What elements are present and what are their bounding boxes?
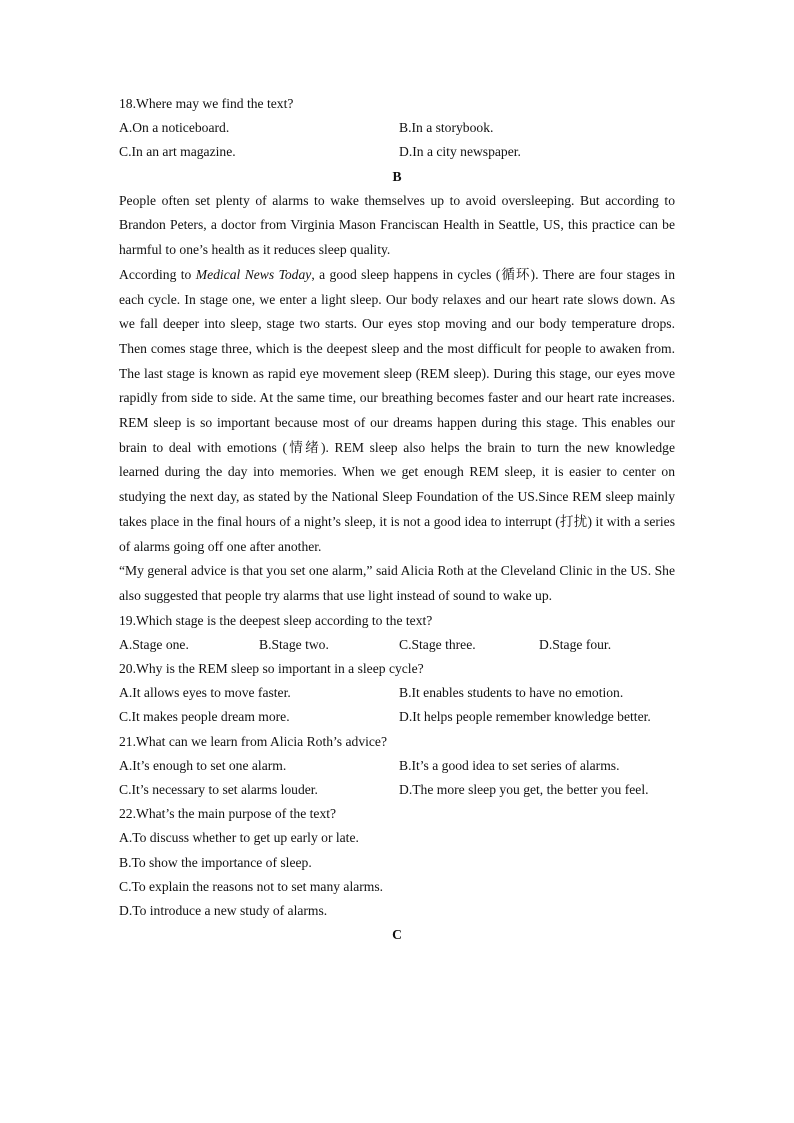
option-d: D.In a city newspaper. bbox=[399, 144, 521, 160]
question-21-options-row-1 bbox=[119, 754, 675, 778]
passage-b bbox=[119, 189, 675, 609]
option-d: D.Stage four. bbox=[539, 636, 612, 652]
passage-paragraph-2 bbox=[119, 263, 675, 559]
option-b: B.It enables students to have no emotion. bbox=[399, 685, 624, 701]
option-a: A.It allows eyes to move faster. bbox=[119, 685, 291, 701]
option-b: B.Stage two. bbox=[259, 636, 329, 652]
question-20: 20.Why is the REM sleep so important in a sleep cycle? bbox=[119, 661, 424, 677]
option-a: A.Stage one. bbox=[119, 636, 189, 652]
option-c: C.It makes people dream more. bbox=[119, 709, 290, 725]
option-d: D.To introduce a new study of alarms. bbox=[119, 902, 328, 918]
question-19-options-row bbox=[119, 633, 675, 657]
question-20-options-row-2 bbox=[119, 705, 675, 729]
option-b: B.To show the importance of sleep. bbox=[119, 854, 312, 870]
passage-paragraph-1: People often set plenty of alarms to wake themselves up to avoid oversleeping. But according to Brandon Peters, a doctor from Virginia Mason Franciscan Health in Seattle, US, this practice can be harmful to one’s health as it reduces sleep quality. bbox=[119, 192, 675, 258]
passage-paragraph-3: “My general advice is that you set one alarm,” said Alicia Roth at the Cleveland Clinic in the US. She also suggested that people try alarms that use light instead of sound to wake up. bbox=[119, 563, 675, 603]
question-20-options-row-1 bbox=[119, 681, 675, 705]
question-19: 19.Which stage is the deepest sleep according to the text? bbox=[119, 612, 433, 628]
option-b: B.In a storybook. bbox=[399, 120, 494, 136]
question-18: 18.Where may we find the text? bbox=[119, 96, 294, 111]
option-a: A.To discuss whether to get up early or late. bbox=[119, 830, 359, 846]
option-a: A.It’s enough to set one alarm. bbox=[119, 757, 287, 773]
question-21-options-row-2 bbox=[119, 778, 675, 802]
option-c: C.It’s necessary to set alarms louder. bbox=[119, 782, 318, 798]
option-c: C.In an art magazine. bbox=[119, 144, 236, 160]
option-d: D.It helps people remember knowledge better. bbox=[399, 709, 651, 725]
option-d: D.The more sleep you get, the better you feel. bbox=[399, 782, 649, 798]
paragraph-2-body: , a good sleep happens in cycles (循环). There are four stages in each cycle. In stage one, we enter a light sleep. Our body relaxes and our heart rate slows down. As we fall deeper into sleep, stage two starts. Our eyes stop moving and our body temperature drops. Then comes stage three, which is the deepest sleep and the most difficult for people to awaken from. The last stage is known as rapid eye movement sleep (REM sleep). During this stage, our eyes move rapidly from side to side. At the same time, our breathing becomes faster and our heart rate increases. REM sleep is so important because most of our dreams happen during this stage. This enables our brain to deal with emotions (情绪). REM sleep also helps the brain to turn the new knowledge learned during the day into memories. When we get enough REM sleep, it is easier to center on studying the next day, as stated by the National Sleep Foundation of the US.Since REM sleep mainly takes place in the final hours of a night’s sleep, it is not a good idea to interrupt (打扰) it with a series of alarms going off one after another. bbox=[119, 266, 675, 554]
source-title: Medical News Today bbox=[195, 266, 312, 282]
question-22: 22.What’s the main purpose of the text? bbox=[119, 806, 337, 822]
section-b-heading: B bbox=[392, 168, 402, 184]
section-c-heading: C bbox=[392, 927, 402, 943]
option-a: A.On a noticeboard. bbox=[119, 120, 230, 136]
option-c: C.Stage three. bbox=[399, 636, 476, 652]
option-c: C.To explain the reasons not to set many alarms. bbox=[119, 878, 384, 894]
option-b: B.It’s a good idea to set series of alarms. bbox=[399, 757, 620, 773]
exam-page bbox=[119, 92, 675, 947]
question-21: 21.What can we learn from Alicia Roth’s advice? bbox=[119, 733, 387, 749]
paragraph-2-lead: According to bbox=[119, 266, 196, 282]
question-18-options-row-1 bbox=[119, 116, 675, 140]
question-18-options-row-2 bbox=[119, 140, 675, 164]
